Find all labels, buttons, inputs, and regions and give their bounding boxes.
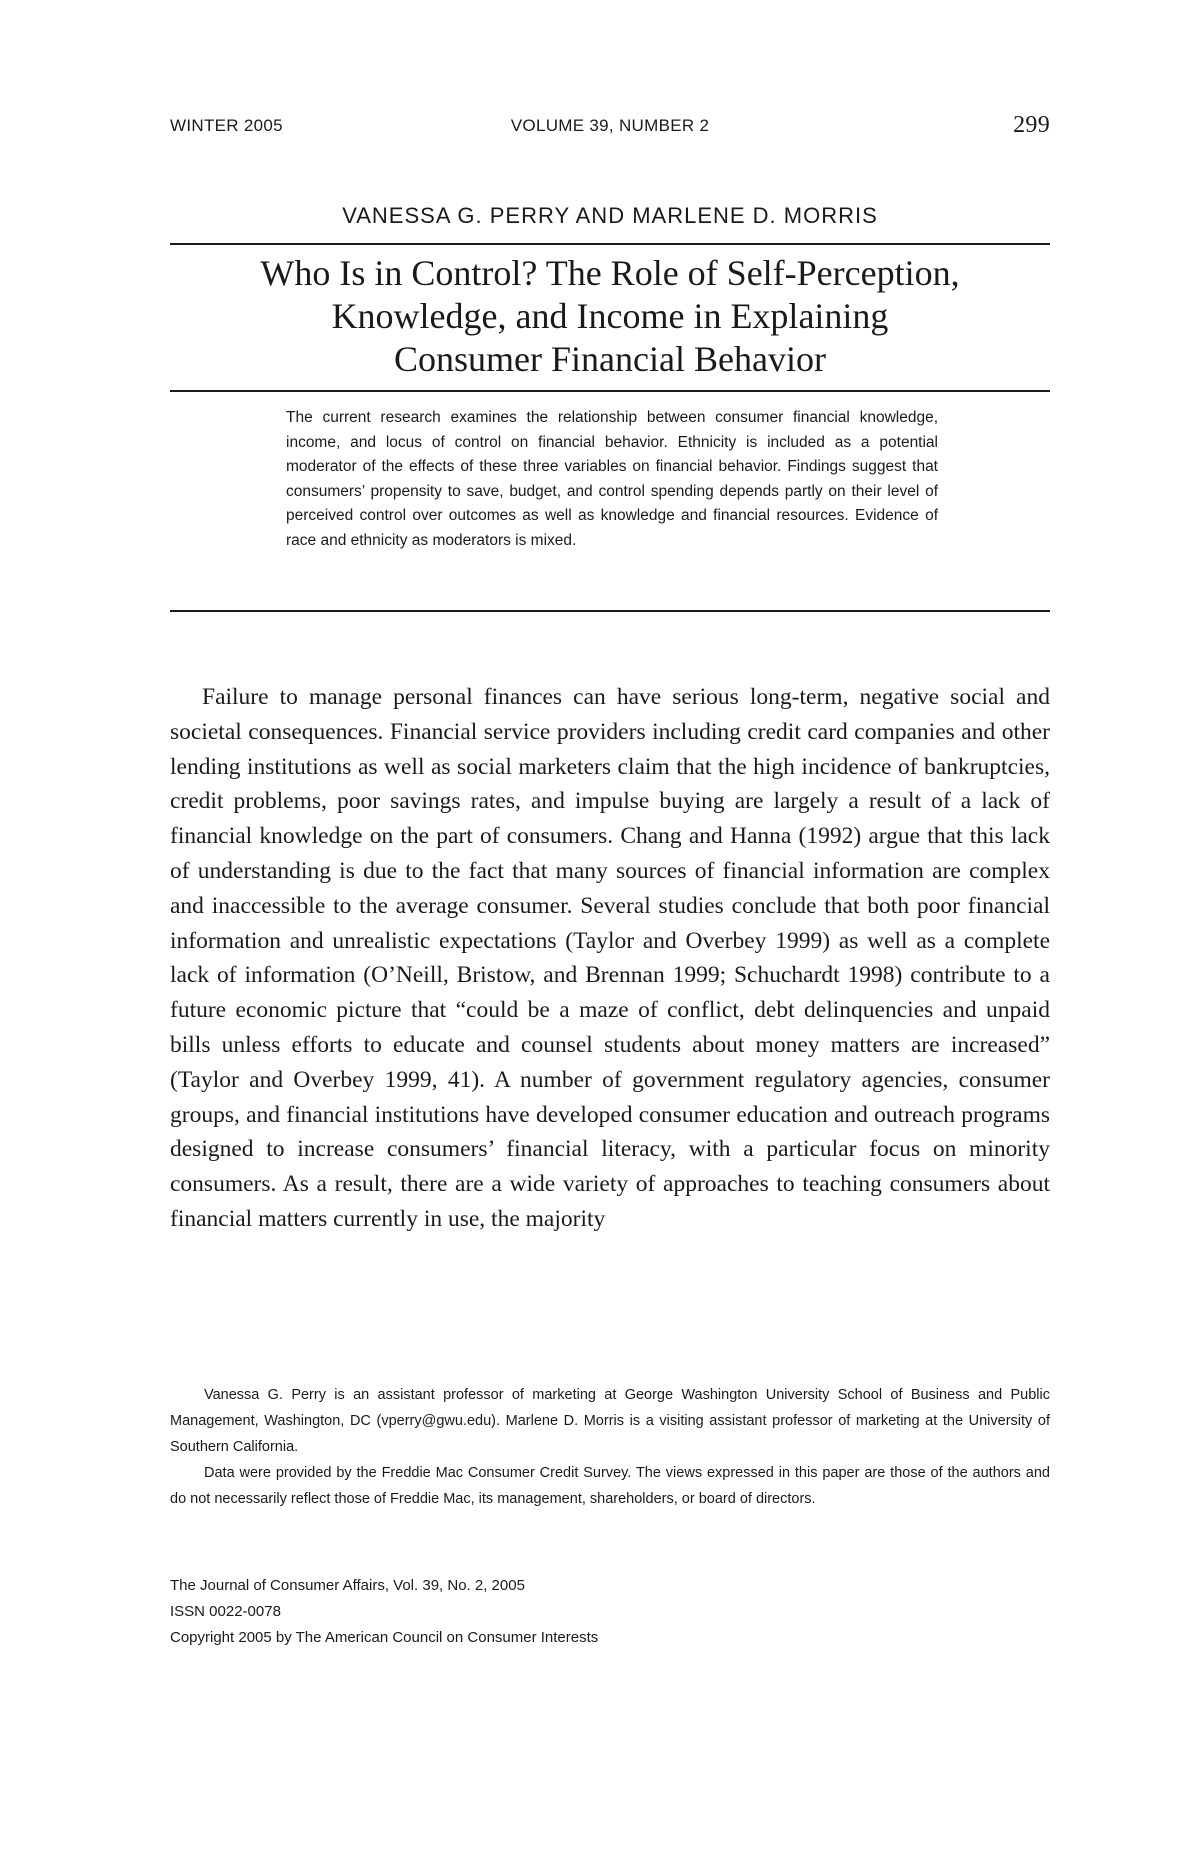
abstract: The current research examines the relationship between consumer financial knowledge, income, and locus of control on financial behavior. Ethnicity is included as a potential moderator of the effects of these three variables on financial behavior. Findings suggest that consumers’ propensity to save, budget, and control spending depends partly on their level of perceived control over outcomes as well as knowledge and financial resources. Evidence of race and ethnicity as moderators is mixed. (286, 409, 938, 549)
article-title (170, 252, 1050, 381)
title-line: Knowledge, and Income in Explaining (331, 296, 889, 336)
divider-abstract (170, 610, 1050, 612)
journal-info (170, 1573, 1050, 1651)
page-number: 299 (1013, 112, 1050, 138)
body-text (170, 680, 1050, 1237)
divider-top (170, 243, 1050, 245)
article-authors: VANESSA G. PERRY AND MARLENE D. MORRIS (342, 203, 878, 228)
journal-copyright: Copyright 2005 by The American Council on Consumer Interests (170, 1629, 599, 1646)
footnote-authors: Vanessa G. Perry is an assistant professor of marketing at George Washington University School of Business and Public Management, Washington, DC (vperry@gwu.edu). Marlene D. Morris is a visiting assistant professor of marketing at the University of Southern California. (170, 1387, 1050, 1455)
issue-season: WINTER 2005 (170, 116, 283, 135)
footnote-data-source: Data were provided by the Freddie Mac Consumer Credit Survey. The views expressed in this paper are those of the authors and do not necessarily reflect those of Freddie Mac, its management, shareholders, or board of directors. (170, 1465, 1050, 1507)
title-line: Who Is in Control? The Role of Self-Perception, (260, 253, 960, 293)
title-line: Consumer Financial Behavior (394, 339, 826, 379)
divider-title (170, 390, 1050, 392)
body-paragraph: Failure to manage personal finances can have serious long-term, negative social and societal consequences. Financial service providers including credit card companies and other lending institutions as well as social marketers claim that the high incidence of bankruptcies, credit problems, poor savings rates, and impulse buying are largely a result of a lack of financial knowledge on the part of consumers. Chang and Hanna (1992) argue that this lack of understanding is due to the fact that many sources of financial information are complex and inaccessible to the average consumer. Several studies conclude that both poor financial information and unrealistic expectations (Taylor and Overbey 1999) as well as a complete lack of information (O’Neill, Bristow, and Brennan 1999; Schuchardt 1998) contribute to a future economic picture that “could be a maze of conflict, debt delinquencies and unpaid bills unless efforts to educate and counsel students about money matters are increased” (Taylor and Overbey 1999, 41). A number of government regulatory agencies, consumer groups, and financial institutions have developed consumer education and outreach programs designed to increase consumers’ financial literacy, with a particular focus on minority consumers. As a result, there are a wide variety of approaches to teaching consumers about financial matters currently in use, the majority (170, 684, 1050, 1232)
running-head (170, 112, 1050, 142)
author-footnotes (170, 1382, 1050, 1512)
journal-issn: ISSN 0022-0078 (170, 1603, 281, 1620)
volume-number: VOLUME 39, NUMBER 2 (510, 116, 710, 135)
journal-citation: The Journal of Consumer Affairs, Vol. 39, No. 2, 2005 (170, 1577, 525, 1594)
